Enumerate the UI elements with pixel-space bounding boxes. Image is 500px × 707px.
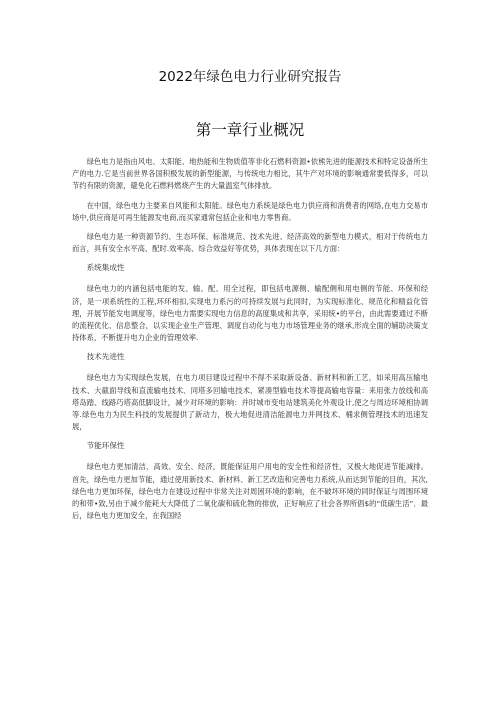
section-heading-energy-saving: 节能环保性 <box>86 441 125 451</box>
section-heading-system-integration: 系统集成性 <box>86 263 125 273</box>
chapter-title: 第一章行业概况 <box>195 121 305 139</box>
intro-paragraph-1: 绿色电力是指由风电、太阳能、地热能和生物质值等非化石燃料资源•依熊先进的能源技术和特定设备所生产的电力.它是当前世界各国积极发展的新型能源，与传统电力相比，其牛产对环境的影响通常要低得多，可以节约有限的资源，避免化石燃料燃烧产生的大量温室气体排放。 <box>72 157 428 191</box>
section-paragraph-technology: 绿色电力为实现绿色发展，在电力项目建设过程中不得不采取新设备、新材料和新工艺，如采用高压输电技术、大截面导线和直流输电技术、同塔多回输电技术、紧凑型输电技术等提高输电容量：来用张力放线和高塔岛踏、线路巧塔高低脚设计，减少对环境的影响：并时城市变电站建筑美化外观设计,使之与周边环境相协调等.绿色电力为民生科技的发展提供了新动力，极大地促进清洁能源电力并网技术、桶求侧管理技术的迅速发展， <box>72 373 428 432</box>
section-paragraph-system-integration: 绿色电力的内涵包括电能的发、输、配、用全过程，即包括电源侧、输配侧和用电侧的节能、环保和经济，是一项系统性的工程,环环相扣,实现电力系污的可持续发展与此同时，为实现标准化、规范化和精益化管理，开展节能发电调度等，绿色电力需要实现电力信息的高度集成和共享，采用统•的平台，由此需要通过不断的流程优化、信息整合，以实现企业生产管理、调度自动化与电力市场管理业务的继承,形成全面的辅助决策支持体系，不断提升电力企业的管理效率. <box>72 284 428 343</box>
section-paragraph-energy-saving: 绿色电力更加清洁、高效、安全、经济，既能保证用户用电的安全性和经济性，又极大地促进节能减排。首先，绿色电力更加节能，通过使用新技术、新材料、新工艺改造和完善电力系统,从而达到节能的目的，其次,绿色电力更加环保，绿色电力在建设过程中非常关注对周困环境的影响，在不破坏环境的同时保证与周围环境的和带•致,另由于减少能耗大大降低了二氧化碳和硫化物的排放，正好响应了社会各界所倡$的“低碳生活”．最后，绿色电力更加安全，在我国经 <box>72 462 428 521</box>
section-heading-technology: 技术先进性 <box>86 352 125 362</box>
intro-paragraph-2: 在中国，绿色电力主要来自风能和太阳能。绿色电力系统是绿色电力供应商和消费者的网络,在电力交易市场中,供应商是可再生能源发电商,而买家通常包括企业和电力零售商。 <box>72 200 428 222</box>
intro-paragraph-3: 绿色电力是一种资源节约、生态环保、标准规范、技术先进、经济高效的新型电力模式，相对于传统电力而言，具有安全水平高、配时.效率高、综合效益好等优势，具体表现在以下几方面： <box>72 232 428 254</box>
document-title: 2022年绿色电力行业研究报告 <box>158 69 342 85</box>
document-body <box>72 156 428 529</box>
